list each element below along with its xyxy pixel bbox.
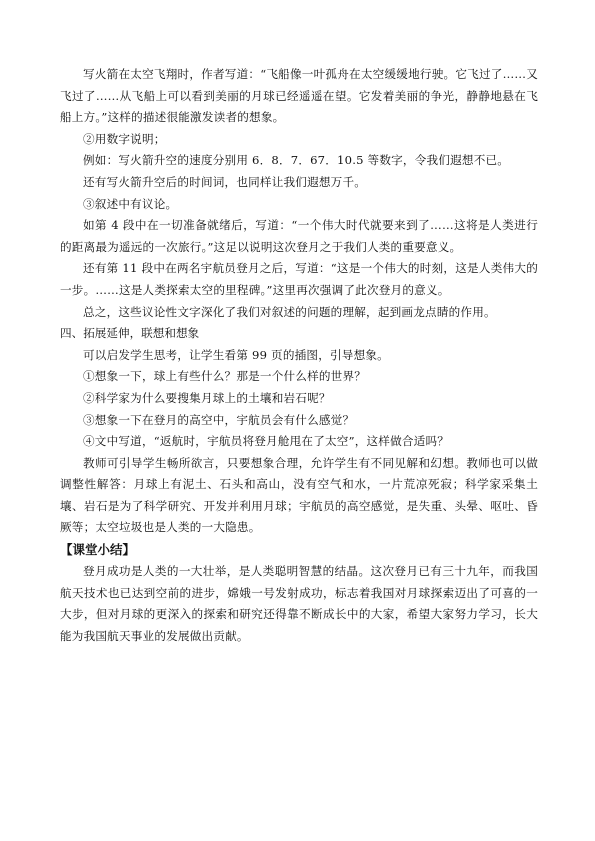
paragraph-class-summary: 登月成功是人类的一大壮举，是人类聪明智慧的结晶。这次登月已有三十九年，而我国航天技术也已达到空前的进步，嫦娥一号发射成功，标志着我国对月球探索迈出了可喜的一大步，但对月球的更深入的探索和研究还得靠不断成长中的大家，希望大家努力学习，长大能为我国航天事业的发展做出贡献。	[60, 564, 538, 643]
paragraph-teacher-answer: 教师可引导学生畅所欲言，只要想象合理，允许学生有不同见解和幻想。教师也可以做调整性解答：月球上有泥土、石头和高山，没有空气和水，一片荒凉死寂；科学家采集土壤、岩石是为了科学研究、开发并利用月球；宇航员的高空感觉，是失重、头晕、呕吐、昏厥等；太空垃圾也是人类的一大隐患。	[60, 455, 538, 535]
question-item-4: ④文中写道，“返航时，宇航员将登月舱甩在了太空”，这样做合适吗？	[83, 434, 450, 449]
section-heading-extension: 四、拓展延伸，联想和想象	[60, 326, 200, 341]
paragraph-description-flight: 写火箭在太空飞翔时，作者写道：“飞船像一叶孤舟在太空缓缓地行驶。它飞过了……又飞过了……从飞船上可以看到美丽的月球已经遥遥在望。它发着美丽的争光，静静地悬在飞船上方。”这样的描述很能激发读者的想象。	[60, 67, 538, 125]
question-item-1: ①想象一下，球上有些什么？那是一个什么样的世界？	[83, 369, 367, 384]
list-item-argument: ③叙述中有议论。	[83, 196, 178, 211]
heading-class-summary: 【课堂小结】	[60, 542, 136, 558]
paragraph-summary-argument: 总之，这些议论性文字深化了我们对叙述的问题的理解，起到画龙点睛的作用。	[83, 304, 496, 319]
paragraph-section-11: 还有第 11 段中在两名宇航员登月之后，写道：“这是一个伟大的时刻，这是人类伟大的一步。……这是人类探索太空的里程碑。”这里再次强调了此次登月的意义。	[60, 261, 538, 297]
paragraph-speed-example: 例如：写火箭升空的速度分别用 6．8．7．67．10.5 等数字，令我们遐想不已。	[83, 153, 510, 168]
list-item-numbers: ②用数字说明；	[83, 131, 166, 146]
paragraph-section-4: 如第 4 段中在一切准备就绪后，写道：“一个伟大时代就要来到了……这将是人类进行的距离最为遥远的一次旅行。”这足以说明这次登月之于我们人类的重要意义。	[60, 218, 538, 254]
question-item-3: ③想象一下在登月的高空中，宇航员会有什么感觉？	[83, 412, 355, 427]
question-item-2: ②科学家为什么要搜集月球上的土壤和岩石呢？	[83, 390, 331, 405]
paragraph-time-words: 还有写火箭升空后的时间词，也同样让我们遐想万千。	[83, 174, 367, 189]
paragraph-guide-imagination: 可以启发学生思考，让学生看第 99 页的插图，引导想象。	[83, 347, 389, 362]
document-page	[60, 64, 538, 647]
